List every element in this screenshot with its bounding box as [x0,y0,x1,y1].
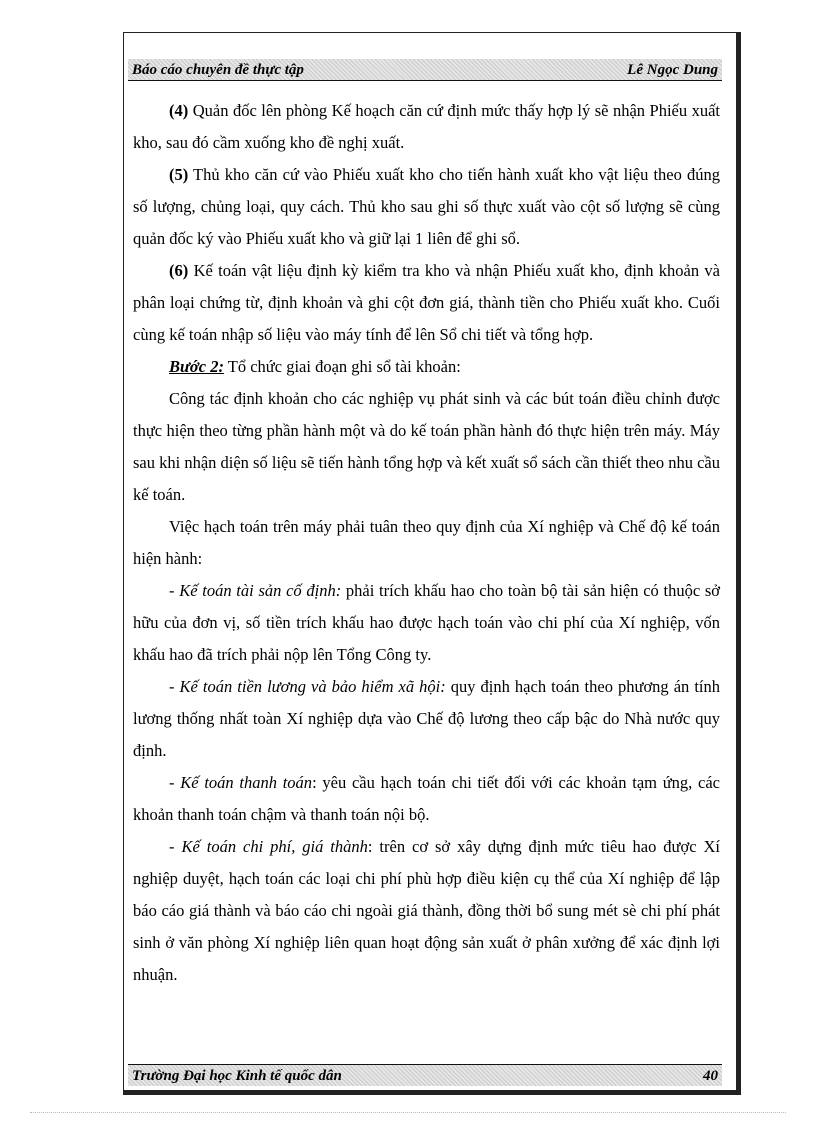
term-label: Kế toán chi phí, giá thành [181,837,368,856]
step-number: (5) [169,165,189,184]
paragraph-text: : yêu cầu hạch toán chi tiết đối với các khoản tạm ứng, các khoản thanh toán chậm và thanh toán nội bộ. [133,773,721,824]
paragraph-text: Tổ chức giai đoạn ghi sổ tài khoản: [223,357,461,376]
paragraph-entries [133,383,720,511]
paragraph-stage-2 [133,351,720,383]
bullet-dash: - [169,837,182,856]
header-author: Lê Ngọc Dung [627,62,718,78]
paragraph-costs [133,831,720,991]
page-number: 40 [703,1068,718,1084]
paragraph-text: Kế toán vật liệu định kỳ kiểm tra kho và nhận Phiếu xuất kho, định khoản và phân loại chứng từ, định khoản và ghi cột đơn giá, thành tiền cho Phiếu xuất kho. Cuối cùng kế toán nhập số liệu vào máy tính để lên Sổ chi tiết và tổng hợp. [133,261,720,344]
page-header [128,59,722,81]
header-report-title: Báo cáo chuyên đề thực tập [132,62,304,78]
footer-university: Trường Đại học Kinh tế quốc dân [132,1068,342,1084]
bullet-dash: - [169,677,180,696]
page-body [133,95,720,991]
paragraph-text: : trên cơ sở xây dựng định mức tiêu hao được Xí nghiệp duyệt, hạch toán các loại chi phí phù hợp điều kiện cụ thể của Xí nghiệp để lập báo cáo giá thành và báo cáo chi ngoài giá thành, đồng thời bổ sung mét sè chi phí phát sinh ở văn phòng Xí nghiệp liên quan hoạt động sản xuất ở phân xưởng để xác định lợi nhuận. [133,837,720,984]
bullet-dash: - [169,581,180,600]
paragraph-rules [133,511,720,575]
paragraph-step-5 [133,159,720,255]
stage-heading: Bước 2: [169,357,224,376]
term-label: Kế toán thanh toán [180,773,313,792]
page-break-line [30,1112,786,1113]
bullet-dash: - [169,773,181,792]
paragraph-step-4 [133,95,720,159]
paragraph-text: quy định hạch toán theo phương án tính lương thống nhất toàn Xí nghiệp dựa vào Chế độ lương theo cấp bậc do Nhà nước quy định. [133,677,720,760]
paragraph-text: Quản đốc lên phòng Kế hoạch căn cứ định mức thấy hợp lý sẽ nhận Phiếu xuất kho, sau đó cầm xuống kho đề nghị xuất. [133,101,720,152]
paragraph-payment [133,767,720,831]
term-label: Kế toán tài sản cố định: [179,581,342,600]
term-label: Kế toán tiền lương và bảo hiểm xã hội: [179,677,446,696]
step-number: (4) [169,101,189,120]
paragraph-fixed-assets [133,575,720,671]
paragraph-step-6 [133,255,720,351]
page-footer [128,1064,722,1086]
paragraph-text: Việc hạch toán trên máy phải tuân theo quy định của Xí nghiệp và Chế độ kế toán hiện hành: [133,517,720,568]
paragraph-text: Thủ kho căn cứ vào Phiếu xuất kho cho tiến hành xuất kho vật liệu theo đúng số lượng, chủng loại, quy cách. Thủ kho sau ghi số thực xuất vào cột số lượng sẽ cùng quản đốc ký vào Phiếu xuất kho và giữ lại 1 liên để ghi sổ. [133,165,720,248]
paragraph-text: phải trích khấu hao cho toàn bộ tài sản hiện có thuộc sở hữu của đơn vị, số tiền trích khấu hao được hạch toán vào chi phí của Xí nghiệp, vốn khấu hao đã trích phải nộp lên Tổng Công ty. [133,581,721,664]
paragraph-text: Công tác định khoản cho các nghiệp vụ phát sinh và các bút toán điều chỉnh được thực hiện theo từng phần hành một và do kế toán phần hành đó thực hiện trên máy. Máy sau khi nhận diện số liệu sẽ tiến hành tổng hợp và kết xuất sổ sách cần thiết theo nhu cầu kế toán. [133,389,720,504]
paragraph-salary [133,671,720,767]
step-number: (6) [169,261,189,280]
